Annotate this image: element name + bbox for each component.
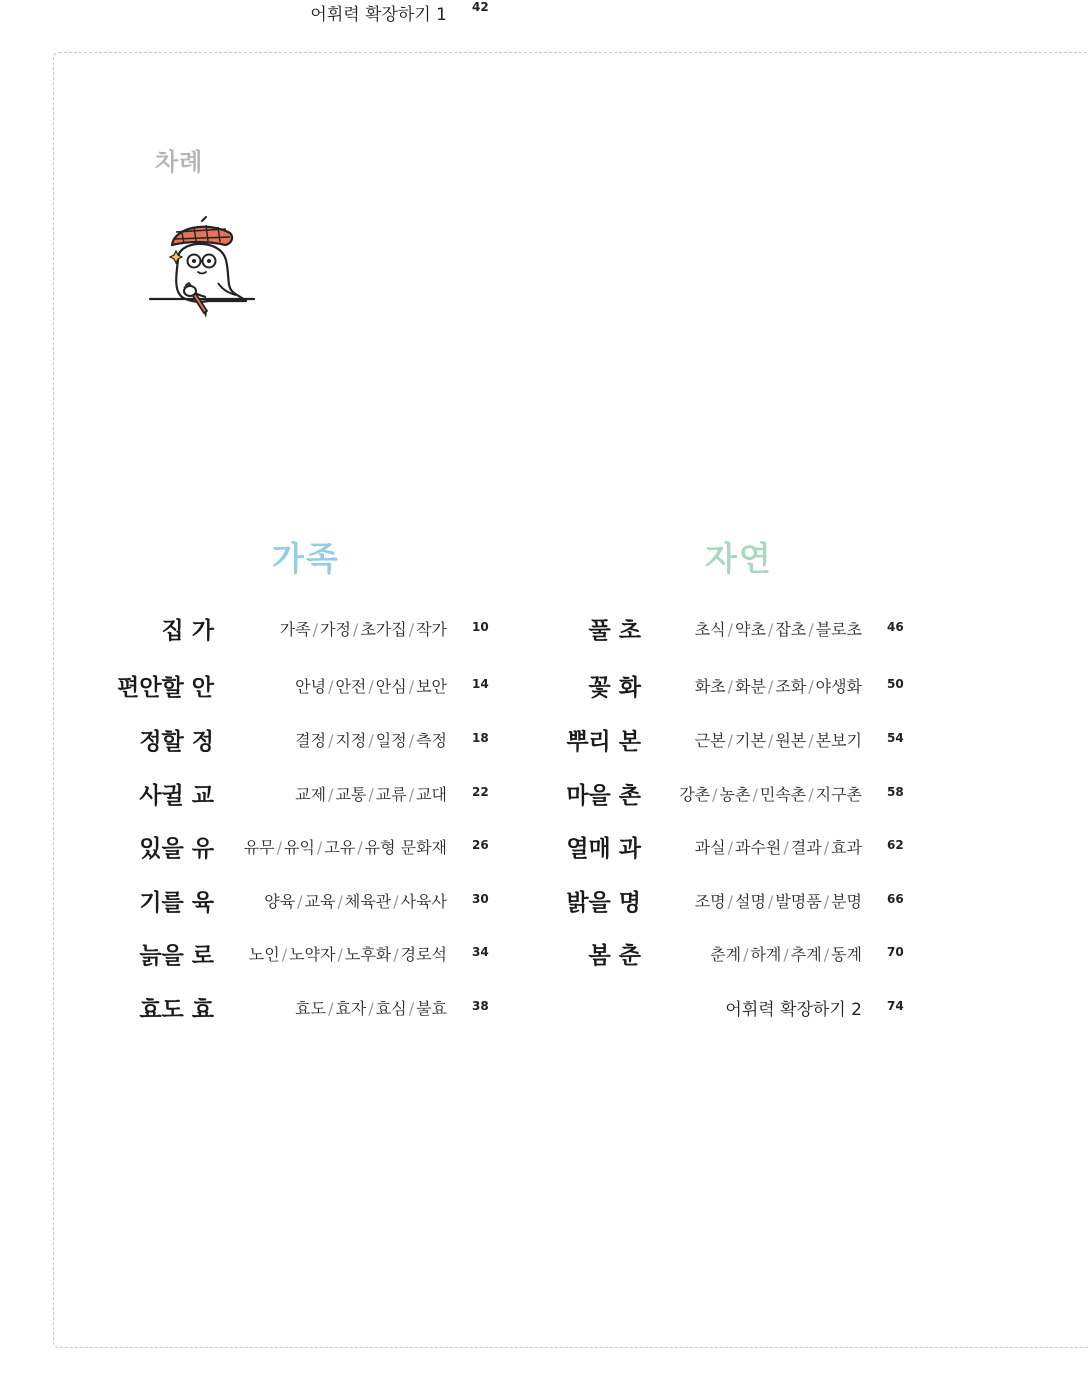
toc-word: 결과 [790, 838, 822, 857]
word-separator: / [727, 620, 733, 639]
toc-page-number: 62 [887, 838, 904, 852]
toc-word: 강촌 [679, 785, 711, 804]
word-separator: / [368, 731, 374, 750]
word-separator: / [783, 838, 789, 857]
word-separator: / [328, 999, 334, 1018]
section-title-nature: 자연 [705, 539, 773, 578]
toc-page-number: 54 [887, 731, 904, 745]
toc-page-number: 66 [887, 892, 904, 906]
toc-title: 차례 [155, 148, 204, 176]
toc-word: 지구촌 [815, 785, 862, 804]
toc-word: 하계 [750, 945, 782, 964]
word-separator: / [727, 677, 733, 696]
word-separator: / [368, 785, 374, 804]
toc-word: 블로초 [815, 620, 862, 639]
toc-word: 작가 [416, 620, 447, 639]
toc-word: 조명 [694, 892, 726, 911]
toc-word: 조화 [775, 677, 807, 696]
toc-page-number: 58 [887, 785, 904, 799]
toc-words [264, 889, 447, 912]
toc-words [295, 782, 447, 805]
word-separator: / [712, 785, 718, 804]
toc-words [679, 782, 862, 805]
word-separator: / [328, 677, 334, 696]
word-separator: / [297, 892, 303, 911]
toc-word: 사육사 [400, 892, 447, 911]
toc-words [244, 835, 447, 858]
toc-page-number: 38 [472, 999, 489, 1013]
toc-word: 기본 [735, 731, 766, 750]
word-separator: / [328, 785, 334, 804]
toc-words [695, 674, 862, 697]
word-separator: / [767, 731, 774, 750]
toc-word: 추계 [790, 945, 822, 964]
toc-words [295, 674, 447, 697]
toc-page-number: 26 [472, 838, 489, 852]
toc-word: 노후화 [344, 945, 392, 964]
toc-word: 안녕 [295, 677, 327, 696]
toc-word: 효과 [831, 838, 862, 857]
toc-hanja: 뿌리 본 [566, 729, 641, 755]
toc-words [695, 835, 862, 858]
toc-hanja: 기를 육 [139, 890, 214, 916]
word-separator: / [823, 945, 830, 964]
toc-hanja: 효도 효 [139, 997, 214, 1023]
word-separator: / [408, 620, 415, 639]
toc-word: 민속촌 [759, 785, 807, 804]
word-separator: / [808, 677, 814, 696]
section-title-family: 가족 [272, 539, 340, 578]
toc-hanja: 편안할 안 [117, 675, 214, 701]
toc-word: 효도 [295, 999, 327, 1018]
toc-hanja: 있을 유 [139, 836, 214, 862]
toc-word: 초가집 [360, 620, 407, 639]
word-separator: / [823, 838, 830, 857]
toc-extra-label: 어휘력 확장하기 1 [310, 5, 447, 25]
word-separator: / [408, 999, 415, 1018]
toc-words [710, 942, 862, 965]
toc-words [695, 728, 862, 751]
toc-word: 체육관 [344, 892, 392, 911]
toc-word: 화초 [694, 677, 726, 696]
word-separator: / [408, 731, 415, 750]
toc-hanja: 마을 촌 [566, 783, 641, 809]
word-separator: / [808, 620, 814, 639]
toc-word: 농촌 [719, 785, 751, 804]
toc-page-number: 70 [887, 945, 904, 959]
word-separator: / [823, 892, 830, 911]
toc-hanja: 집 가 [161, 618, 214, 644]
toc-word: 설명 [735, 892, 766, 911]
toc-hanja: 봄 춘 [588, 943, 641, 969]
toc-word: 경로석 [400, 945, 447, 964]
toc-hanja: 정할 정 [139, 729, 214, 755]
toc-word: 본보기 [815, 731, 862, 750]
word-separator: / [337, 892, 343, 911]
toc-word: 양육 [264, 892, 296, 911]
toc-word: 야생화 [815, 677, 862, 696]
toc-word: 화분 [735, 677, 766, 696]
toc-word: 유익 [284, 838, 315, 857]
word-separator: / [281, 945, 288, 964]
toc-word: 노약자 [289, 945, 336, 964]
word-separator: / [727, 731, 733, 750]
word-separator: / [393, 892, 399, 911]
toc-word: 초식 [694, 620, 726, 639]
toc-words [695, 617, 862, 640]
toc-page-number: 18 [472, 731, 489, 745]
toc-word: 약초 [735, 620, 766, 639]
toc-hanja: 열매 과 [566, 836, 641, 862]
word-separator: / [767, 892, 774, 911]
toc-words [249, 942, 447, 965]
toc-page-number: 22 [472, 785, 489, 799]
toc-word: 안심 [375, 677, 407, 696]
word-separator: / [276, 838, 282, 857]
word-separator: / [783, 945, 789, 964]
toc-word: 동계 [831, 945, 862, 964]
toc-word: 교류 [375, 785, 407, 804]
word-separator: / [368, 677, 374, 696]
word-separator: / [408, 677, 415, 696]
toc-word: 과실 [694, 838, 726, 857]
toc-word: 노인 [248, 945, 280, 964]
word-separator: / [352, 620, 359, 639]
toc-word: 원본 [775, 731, 807, 750]
toc-words [695, 889, 862, 912]
toc-extra-page-number: 74 [887, 999, 904, 1013]
toc-hanja: 풀 초 [588, 618, 641, 644]
toc-page-number: 14 [472, 677, 489, 691]
word-separator: / [727, 838, 733, 857]
toc-page-number: 46 [887, 620, 904, 634]
word-separator: / [767, 620, 774, 639]
toc-word: 결정 [295, 731, 327, 750]
toc-word: 측정 [416, 731, 447, 750]
word-separator: / [752, 785, 758, 804]
word-separator: / [743, 945, 749, 964]
toc-page-number: 34 [472, 945, 489, 959]
word-separator: / [808, 731, 814, 750]
toc-word: 효심 [375, 999, 407, 1018]
toc-hanja: 꽃 화 [588, 675, 641, 701]
toc-words [295, 996, 447, 1019]
toc-word: 고유 [324, 838, 356, 857]
word-separator: / [408, 785, 415, 804]
word-separator: / [357, 838, 363, 857]
word-separator: / [328, 731, 334, 750]
word-separator: / [316, 838, 323, 857]
toc-word: 유형 문화재 [364, 838, 447, 857]
toc-word: 가족 [279, 620, 311, 639]
toc-word: 분명 [831, 892, 862, 911]
toc-word: 근본 [694, 731, 726, 750]
toc-extra-label: 어휘력 확장하기 2 [725, 1000, 862, 1020]
toc-page-number: 50 [887, 677, 904, 691]
toc-words [280, 617, 447, 640]
toc-words [295, 728, 447, 751]
toc-word: 가정 [320, 620, 351, 639]
word-separator: / [767, 677, 774, 696]
toc-hanja: 늙을 로 [139, 943, 214, 969]
toc-word: 교대 [416, 785, 447, 804]
toc-word: 효자 [335, 999, 367, 1018]
toc-word: 지정 [335, 731, 367, 750]
toc-page-number: 10 [472, 620, 489, 634]
toc-word: 불효 [416, 999, 447, 1018]
toc-extra-page-number: 42 [472, 0, 489, 14]
mascot-illustration [148, 215, 258, 325]
word-separator: / [393, 945, 399, 964]
toc-word: 교육 [304, 892, 336, 911]
word-separator: / [727, 892, 733, 911]
word-separator: / [337, 945, 343, 964]
toc-hanja: 사귈 교 [139, 783, 214, 809]
toc-word: 유무 [243, 838, 275, 857]
toc-word: 잡초 [775, 620, 807, 639]
toc-page-number: 30 [472, 892, 489, 906]
toc-word: 보안 [416, 677, 447, 696]
toc-word: 과수원 [735, 838, 782, 857]
toc-word: 교통 [335, 785, 367, 804]
toc-word: 발명품 [775, 892, 822, 911]
toc-word: 안전 [335, 677, 367, 696]
word-separator: / [368, 999, 374, 1018]
word-separator: / [808, 785, 814, 804]
word-separator: / [312, 620, 318, 639]
toc-word: 춘계 [710, 945, 742, 964]
toc-word: 일정 [375, 731, 407, 750]
toc-hanja: 밝을 명 [566, 890, 641, 916]
toc-word: 교제 [295, 785, 327, 804]
